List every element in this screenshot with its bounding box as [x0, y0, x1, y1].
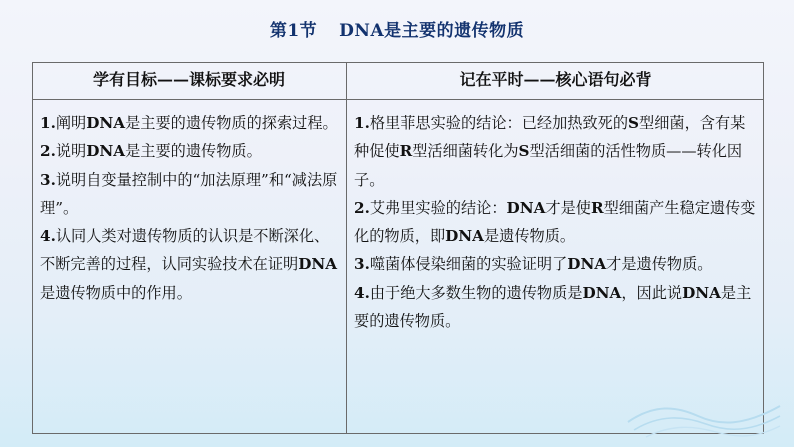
item-text: 噬菌体侵染细菌的实验证明了 [369, 255, 568, 274]
list-item [354, 250, 756, 278]
item-number: 3. [354, 255, 370, 274]
item-number: 4. [40, 227, 56, 246]
item-number: 2. [354, 198, 370, 217]
item-text: 说明自变量控制中的“加法原理”和“减法原理”。 [40, 170, 338, 217]
item-text: DNA [582, 283, 622, 302]
item-text: DNA [298, 255, 338, 274]
list-item [40, 137, 340, 165]
list-item [354, 109, 756, 194]
item-text: S [628, 114, 640, 132]
list-item [354, 194, 756, 251]
item-text: 是遗传物质。 [483, 227, 576, 246]
page-title [0, 16, 794, 42]
item-text: 艾弗里实验的结论： [369, 198, 507, 217]
item-text: 型活细菌的活性物质——转化因子。 [354, 142, 743, 189]
item-text: 型细菌，含有某种促使 [354, 114, 746, 161]
item-text: R [399, 142, 413, 161]
item-text: DNA [506, 198, 546, 217]
item-number: 2. [40, 142, 56, 161]
item-text: R [590, 198, 604, 217]
item-text: ，因此说 [621, 283, 683, 302]
item-number: 1. [40, 114, 56, 132]
item-text: 型细菌产生稳定遗传变化的物质，即 [354, 198, 756, 246]
item-text: 由于绝大多数生物的遗传物质是 [369, 283, 583, 302]
item-text: 是遗传物质中的作用。 [40, 283, 192, 302]
item-text: DNA [86, 114, 126, 132]
item-text: 阐明 [55, 114, 87, 132]
list-item [40, 222, 340, 307]
item-text: 是主要的遗传物质的探索过程。 [125, 114, 338, 132]
column-divider [346, 62, 347, 434]
item-text: 格里菲思实验的结论：已经加热致死的 [369, 114, 629, 132]
header-divider [32, 99, 764, 100]
item-number: 3. [40, 170, 56, 189]
item-text: 是主要的遗传物质。 [354, 283, 752, 331]
list-item [40, 166, 340, 223]
item-text: 才是遗传物质。 [606, 255, 713, 274]
item-text: 是主要的遗传物质。 [125, 142, 262, 161]
item-text: DNA [682, 283, 721, 302]
item-text: 说明 [55, 142, 87, 161]
item-text: DNA [567, 255, 607, 274]
section-title: DNA是主要的遗传物质 [339, 21, 525, 41]
left-column-header: 学有目标——课标要求必明 [92, 70, 285, 89]
item-number: 4. [354, 283, 370, 302]
item-text: DNA [86, 142, 126, 161]
item-number: 1. [354, 114, 370, 132]
right-column-header: 记在平时——核心语句必背 [459, 70, 652, 89]
list-item [40, 109, 340, 137]
right-column-list [354, 109, 756, 335]
wave-decoration [624, 392, 784, 442]
list-item [354, 279, 756, 336]
item-text: 型活细菌转化为 [412, 142, 519, 161]
left-column-list [40, 109, 340, 307]
objectives-table [32, 62, 764, 434]
section-number: 第1节 [269, 21, 318, 41]
item-text: 认同人类对遗传物质的认识是不断深化、不断完善的过程，认同实验技术在证明 [40, 227, 330, 274]
item-text: 才是使 [545, 198, 591, 217]
item-text: S [518, 142, 530, 161]
item-text: DNA [445, 227, 484, 246]
